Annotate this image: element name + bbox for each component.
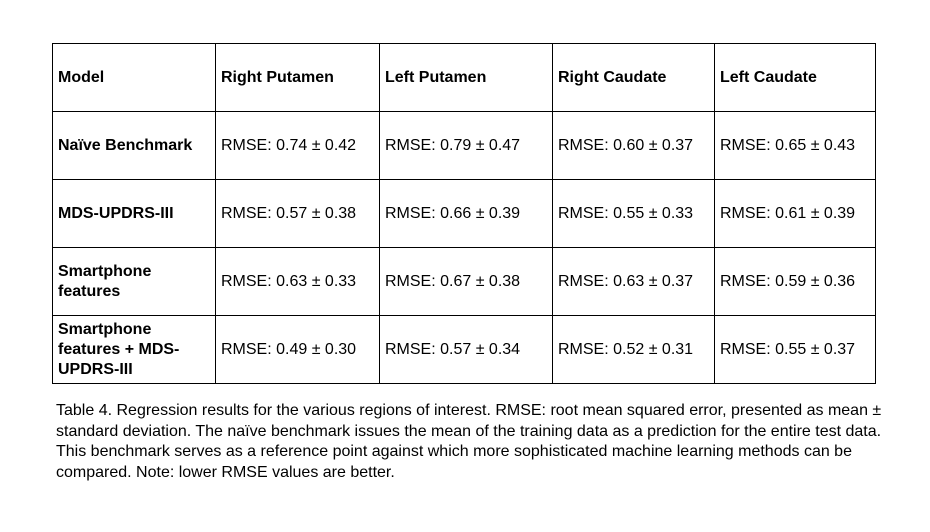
rmse-cell: RMSE: 0.66 ± 0.39	[380, 180, 553, 248]
model-name-cell: MDS-UPDRS-III	[53, 180, 216, 248]
rmse-cell: RMSE: 0.57 ± 0.34	[380, 316, 553, 384]
model-name-cell: Smartphone features	[53, 248, 216, 316]
rmse-cell: RMSE: 0.60 ± 0.37	[553, 112, 715, 180]
table-row	[53, 180, 876, 248]
rmse-cell: RMSE: 0.59 ± 0.36	[715, 248, 876, 316]
rmse-cell: RMSE: 0.67 ± 0.38	[380, 248, 553, 316]
table-row	[53, 112, 876, 180]
rmse-cell: RMSE: 0.63 ± 0.33	[216, 248, 380, 316]
header-left-putamen: Left Putamen	[380, 44, 553, 112]
header-left-caudate: Left Caudate	[715, 44, 876, 112]
model-name-cell: Naïve Benchmark	[53, 112, 216, 180]
header-model: Model	[53, 44, 216, 112]
rmse-cell: RMSE: 0.49 ± 0.30	[216, 316, 380, 384]
rmse-cell: RMSE: 0.55 ± 0.33	[553, 180, 715, 248]
rmse-cell: RMSE: 0.65 ± 0.43	[715, 112, 876, 180]
rmse-cell: RMSE: 0.61 ± 0.39	[715, 180, 876, 248]
table-caption: Table 4. Regression results for the various regions of interest. RMSE: root mean squared error, presented as mean ± standard deviation. The naïve benchmark issues the mean of the training data as a prediction for the entire test data. This benchmark serves as a reference point against which more sophisticated machine learning methods can be compared. Note: lower RMSE values are better.	[56, 402, 882, 481]
model-name-cell: Smartphone features + MDS-UPDRS-III	[53, 316, 216, 384]
table-row	[53, 316, 876, 384]
rmse-cell: RMSE: 0.55 ± 0.37	[715, 316, 876, 384]
rmse-cell: RMSE: 0.57 ± 0.38	[216, 180, 380, 248]
header-right-caudate: Right Caudate	[553, 44, 715, 112]
table-header-row	[53, 44, 876, 112]
rmse-cell: RMSE: 0.79 ± 0.47	[380, 112, 553, 180]
rmse-cell: RMSE: 0.52 ± 0.31	[553, 316, 715, 384]
table-row	[53, 248, 876, 316]
rmse-cell: RMSE: 0.74 ± 0.42	[216, 112, 380, 180]
rmse-cell: RMSE: 0.63 ± 0.37	[553, 248, 715, 316]
regression-results-table	[52, 43, 876, 384]
header-right-putamen: Right Putamen	[216, 44, 380, 112]
